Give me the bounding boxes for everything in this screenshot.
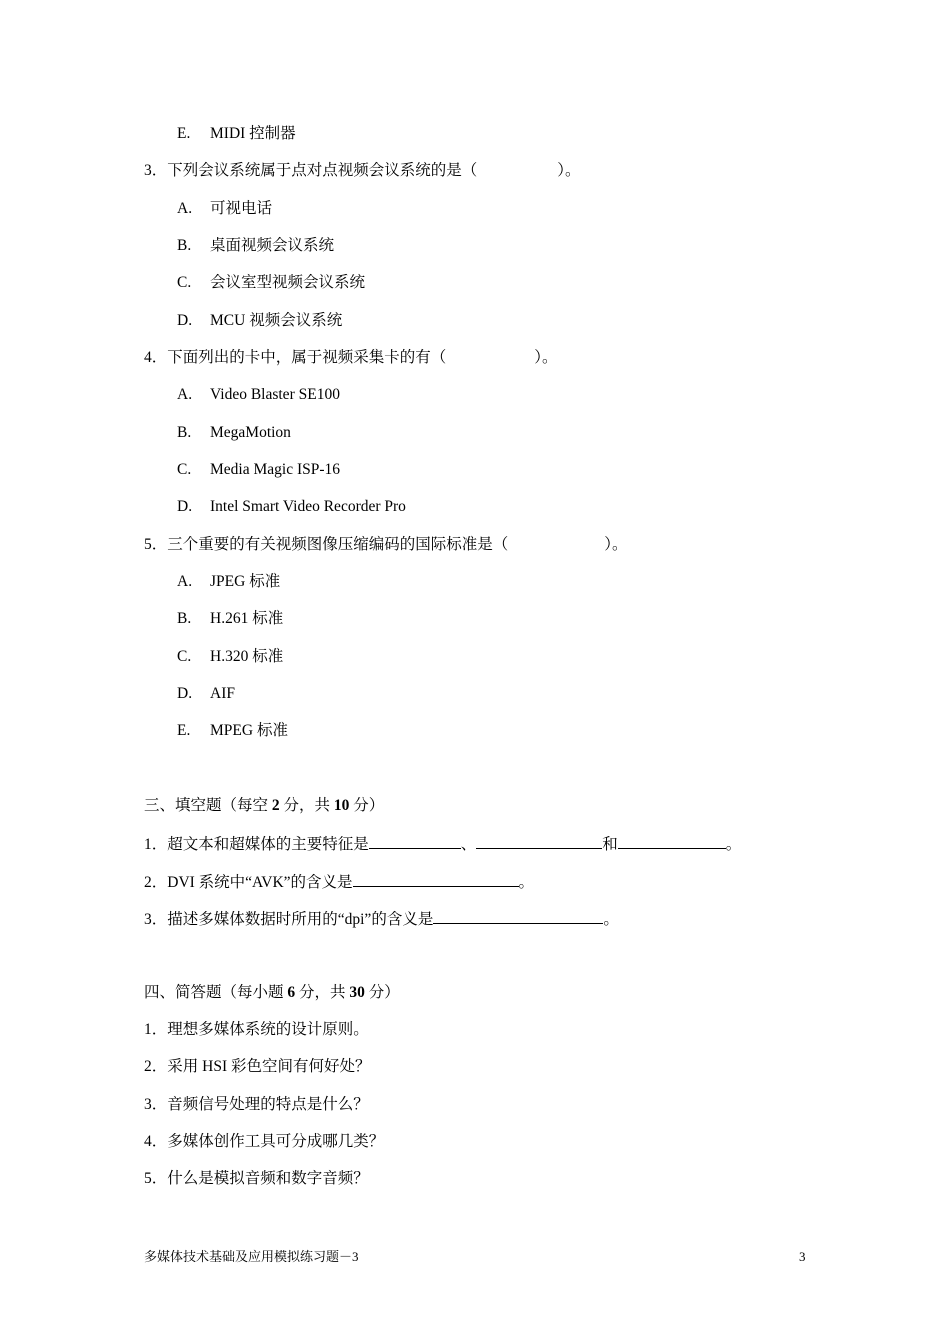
- option-text: 可视电话: [210, 200, 273, 217]
- fill-question-2: [144, 871, 534, 893]
- option-item: [177, 236, 334, 256]
- section-title-score: 2: [271, 797, 280, 814]
- option-text: Intel Smart Video Recorder Pro: [210, 498, 406, 515]
- question-text: 3．下列会议系统属于点对点视频会议系统的是（: [144, 162, 478, 179]
- option-item: [177, 385, 340, 405]
- option-text: Video Blaster SE100: [210, 386, 340, 403]
- answer-blank[interactable]: [433, 908, 603, 924]
- question-text: 2．DVI 系统中“AVK”的含义是: [144, 874, 353, 891]
- question-text: 1．超文本和超媒体的主要特征是: [144, 836, 369, 853]
- option-letter: D.: [177, 685, 193, 702]
- short-question: 1．理想多媒体系统的设计原则。: [144, 1021, 369, 1038]
- section-title-total: 30: [349, 984, 365, 1001]
- question-text-end: 。: [518, 874, 535, 891]
- option-item: [177, 460, 340, 480]
- connector-text: 和: [602, 836, 618, 853]
- page-number: 3: [799, 1249, 806, 1264]
- option-letter: D.: [177, 498, 193, 515]
- question-text: 4．下面列出的卡中，属于视频采集卡的有（: [144, 349, 447, 366]
- option-letter: C.: [177, 648, 192, 665]
- option-letter: D.: [177, 312, 193, 329]
- short-question: 4．多媒体创作工具可分成哪几类？: [144, 1133, 385, 1150]
- section-title-text: 三、填空题（每空: [144, 797, 272, 814]
- option-letter: E.: [177, 722, 191, 739]
- question-3-stem: [144, 161, 581, 181]
- option-item: [177, 423, 291, 443]
- footer-title: 多媒体技术基础及应用模拟练习题－3: [144, 1249, 359, 1264]
- option-text: MCU 视频会议系统: [210, 312, 343, 329]
- option-letter: C.: [177, 461, 192, 478]
- question-text: 3．描述多媒体数据时所用的“dpi”的含义是: [144, 911, 434, 928]
- section-title-text: 分）: [349, 797, 385, 814]
- answer-blank[interactable]: [618, 833, 726, 849]
- option-text: H.261 标准: [210, 610, 284, 627]
- answer-blank[interactable]: [476, 833, 602, 849]
- question-text-end: ）。: [557, 162, 581, 179]
- short-question: 5．什么是模拟音频和数字音频？: [144, 1170, 369, 1187]
- option-text: Media Magic ISP-16: [210, 461, 341, 478]
- separator-text: 、: [460, 836, 477, 853]
- option-item: [177, 647, 283, 667]
- option-item: [177, 497, 406, 517]
- option-letter: E.: [177, 125, 191, 142]
- option-item: [177, 273, 365, 293]
- option-item: [177, 684, 235, 704]
- question-text-end: ）。: [534, 349, 558, 366]
- question-text: 5．三个重要的有关视频图像压缩编码的国际标准是（: [144, 536, 509, 553]
- option-item: [177, 199, 272, 219]
- option-text: MegaMotion: [210, 424, 291, 441]
- question-text-end: 。: [725, 836, 742, 853]
- answer-blank[interactable]: [353, 871, 519, 887]
- option-text: MPEG 标准: [210, 722, 288, 739]
- option-letter: B.: [177, 237, 192, 254]
- fill-question-3: [144, 908, 619, 930]
- option-text: H.320 标准: [210, 648, 284, 665]
- option-text: AIF: [210, 685, 235, 702]
- option-letter: A.: [177, 573, 193, 590]
- section-title-total: 10: [333, 797, 350, 814]
- section-title-text: 分）: [364, 984, 400, 1001]
- question-4-stem: [144, 348, 558, 368]
- section-title-text: 四、简答题（每小题: [144, 984, 288, 1001]
- short-question: 3．音频信号处理的特点是什么？: [144, 1096, 369, 1113]
- section-title-score: 6: [287, 984, 296, 1001]
- option-letter: B.: [177, 424, 192, 441]
- section-3-title: [144, 796, 384, 816]
- question-5-stem: [144, 535, 628, 555]
- section-4-title: [144, 983, 400, 1003]
- section-title-text: 分，共: [295, 984, 350, 1001]
- answer-blank[interactable]: [369, 833, 461, 849]
- option-letter: A.: [177, 200, 193, 217]
- option-item: [177, 124, 296, 144]
- option-text: MIDI 控制器: [210, 125, 296, 142]
- fill-question-1: [144, 833, 741, 855]
- option-item: [177, 721, 288, 741]
- section-title-text: 分，共: [279, 797, 334, 814]
- option-letter: C.: [177, 274, 192, 291]
- question-text-end: ）。: [604, 536, 628, 553]
- option-item: [177, 572, 280, 592]
- option-item: [177, 609, 283, 629]
- question-text-end: 。: [603, 911, 619, 928]
- option-text: 会议室型视频会议系统: [210, 274, 366, 291]
- short-question: 2．采用 HSI 彩色空间有何好处？: [144, 1058, 371, 1075]
- option-item: [177, 311, 342, 331]
- option-letter: B.: [177, 610, 192, 627]
- option-text: 桌面视频会议系统: [210, 237, 335, 254]
- option-letter: A.: [177, 386, 193, 403]
- option-text: JPEG 标准: [210, 573, 281, 590]
